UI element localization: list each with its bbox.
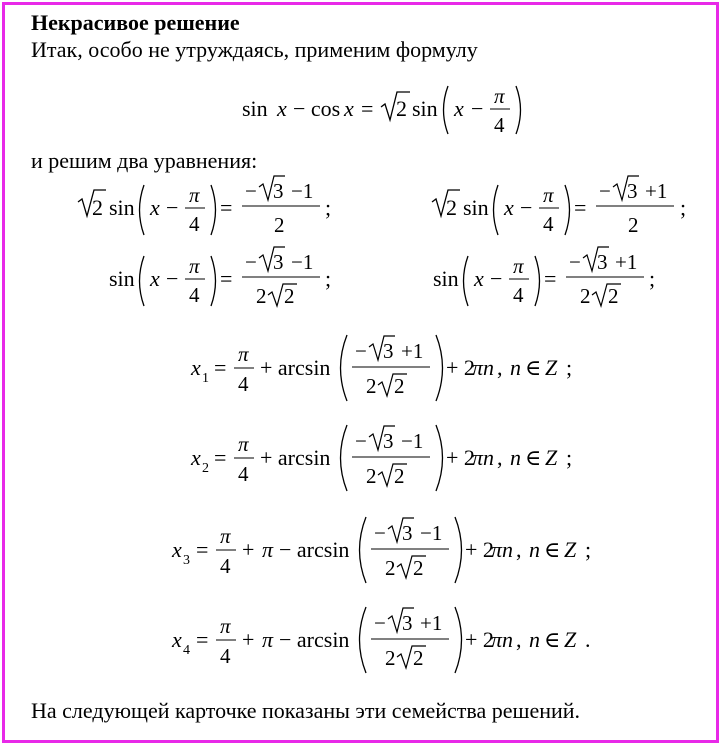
svg-text:x: x bbox=[150, 195, 160, 220]
svg-text:π: π bbox=[238, 432, 249, 456]
solution-x1 bbox=[190, 335, 572, 401]
svg-text:sin: sin bbox=[242, 96, 268, 121]
main-formula bbox=[242, 84, 521, 137]
svg-text:πn: πn bbox=[472, 445, 495, 470]
svg-text:n: n bbox=[529, 537, 540, 562]
svg-text:π: π bbox=[543, 183, 554, 207]
svg-text:4: 4 bbox=[238, 372, 249, 396]
svg-text:;: ; bbox=[566, 445, 573, 470]
solution-x3 bbox=[171, 517, 591, 583]
svg-text:sin: sin bbox=[109, 266, 135, 291]
svg-text:x: x bbox=[454, 96, 464, 121]
svg-text:2: 2 bbox=[202, 461, 209, 476]
svg-text:π: π bbox=[262, 537, 274, 562]
svg-text:=: = bbox=[196, 537, 209, 562]
svg-text:x: x bbox=[277, 96, 287, 121]
solution-x2 bbox=[190, 425, 572, 491]
svg-text:Z: Z bbox=[564, 537, 577, 562]
svg-text:π: π bbox=[189, 254, 200, 278]
svg-text:−: − bbox=[471, 96, 484, 121]
svg-text:=: = bbox=[361, 96, 374, 121]
svg-text:− arcsin: − arcsin bbox=[279, 537, 350, 562]
svg-text:− cos: − cos bbox=[293, 96, 341, 121]
svg-text:4: 4 bbox=[220, 554, 231, 578]
svg-text:πn: πn bbox=[472, 355, 495, 380]
svg-text:π: π bbox=[513, 254, 524, 278]
svg-text:2: 2 bbox=[413, 646, 424, 670]
equation-b2 bbox=[433, 247, 655, 308]
svg-text:π: π bbox=[220, 524, 231, 548]
svg-text:+: + bbox=[242, 627, 255, 652]
svg-text:−: − bbox=[374, 521, 386, 545]
svg-text:Z: Z bbox=[545, 355, 558, 380]
svg-text:sin: sin bbox=[109, 195, 135, 220]
svg-text:+ 2: + 2 bbox=[446, 445, 475, 470]
svg-text:2: 2 bbox=[413, 556, 424, 580]
svg-text:;: ; bbox=[585, 537, 592, 562]
svg-text:3: 3 bbox=[183, 553, 190, 568]
svg-text:−: − bbox=[374, 611, 386, 635]
svg-text:2: 2 bbox=[366, 464, 377, 488]
svg-text:4: 4 bbox=[220, 644, 231, 668]
closing-text: На следующей карточке показаны эти семейства решений. bbox=[31, 698, 581, 723]
svg-text:∈: ∈ bbox=[525, 355, 542, 380]
svg-text:+1: +1 bbox=[401, 339, 424, 363]
equation-a1 bbox=[78, 176, 331, 237]
svg-text:π: π bbox=[494, 84, 505, 108]
svg-text:;: ; bbox=[649, 266, 656, 291]
svg-text:=: = bbox=[220, 195, 233, 220]
equations-intro-text: и решим два уравнения: bbox=[31, 148, 258, 173]
svg-text:−: − bbox=[599, 179, 611, 203]
svg-text:2: 2 bbox=[628, 213, 639, 237]
svg-text:+1: +1 bbox=[420, 611, 443, 635]
svg-text:∈: ∈ bbox=[525, 445, 542, 470]
svg-text:x: x bbox=[474, 266, 484, 291]
svg-text:3: 3 bbox=[383, 339, 394, 363]
svg-text:+ 2: + 2 bbox=[446, 355, 475, 380]
svg-text:x: x bbox=[172, 627, 182, 652]
svg-text:2: 2 bbox=[580, 284, 591, 308]
svg-text:πn: πn bbox=[491, 627, 514, 652]
svg-text:2: 2 bbox=[366, 374, 377, 398]
svg-text:2: 2 bbox=[284, 284, 295, 308]
svg-text:4: 4 bbox=[183, 643, 190, 658]
svg-text:2: 2 bbox=[385, 556, 396, 580]
svg-text:+ arcsin: + arcsin bbox=[260, 355, 331, 380]
svg-text:+: + bbox=[242, 537, 255, 562]
svg-text:=: = bbox=[544, 266, 557, 291]
svg-text:3: 3 bbox=[402, 521, 413, 545]
svg-text:π: π bbox=[189, 183, 200, 207]
card-heading: Некрасивое решение bbox=[31, 10, 240, 35]
svg-text:− arcsin: − arcsin bbox=[279, 627, 350, 652]
svg-text:2: 2 bbox=[274, 213, 285, 237]
svg-text:−: − bbox=[166, 266, 179, 291]
svg-text:2: 2 bbox=[396, 96, 407, 121]
svg-text:π: π bbox=[262, 627, 274, 652]
svg-text:,: , bbox=[497, 355, 503, 380]
svg-text:x: x bbox=[191, 355, 201, 380]
svg-text:=: = bbox=[574, 195, 587, 220]
svg-text:1: 1 bbox=[202, 371, 209, 386]
svg-text:=: = bbox=[214, 355, 227, 380]
solution-x4 bbox=[171, 607, 591, 673]
svg-text:4: 4 bbox=[543, 212, 554, 236]
svg-text:,: , bbox=[516, 537, 522, 562]
equation-b1 bbox=[432, 176, 686, 237]
svg-text:;: ; bbox=[325, 195, 332, 220]
svg-text:sin: sin bbox=[433, 266, 459, 291]
svg-text:2: 2 bbox=[394, 464, 405, 488]
svg-text:x: x bbox=[150, 266, 160, 291]
svg-text:+ 2: + 2 bbox=[465, 627, 494, 652]
svg-text:sin: sin bbox=[463, 195, 489, 220]
svg-text:x: x bbox=[504, 195, 514, 220]
svg-text:3: 3 bbox=[273, 250, 284, 274]
svg-text:;: ; bbox=[566, 355, 573, 380]
svg-text:4: 4 bbox=[513, 283, 524, 307]
svg-text:∈: ∈ bbox=[544, 627, 561, 652]
svg-text:=: = bbox=[196, 627, 209, 652]
svg-text:2: 2 bbox=[446, 195, 457, 220]
svg-text:;: ; bbox=[680, 195, 687, 220]
svg-text:3: 3 bbox=[383, 429, 394, 453]
svg-text:2: 2 bbox=[385, 646, 396, 670]
svg-text:+ arcsin: + arcsin bbox=[260, 445, 331, 470]
svg-text:−: − bbox=[245, 179, 257, 203]
svg-text:−: − bbox=[355, 429, 367, 453]
svg-text:4: 4 bbox=[189, 212, 200, 236]
svg-text:∈: ∈ bbox=[544, 537, 561, 562]
intro-text: Итак, особо не утруждаясь, применим формулу bbox=[31, 37, 478, 62]
svg-text:;: ; bbox=[325, 266, 332, 291]
svg-text:+1: +1 bbox=[615, 250, 638, 274]
svg-text:−1: −1 bbox=[420, 521, 443, 545]
svg-text:n: n bbox=[510, 355, 521, 380]
svg-text:n: n bbox=[529, 627, 540, 652]
svg-text:2: 2 bbox=[394, 374, 405, 398]
svg-text:π: π bbox=[238, 342, 249, 366]
svg-text:4: 4 bbox=[494, 113, 505, 137]
svg-text:2: 2 bbox=[92, 195, 103, 220]
svg-text:−: − bbox=[569, 250, 581, 274]
svg-text:=: = bbox=[220, 266, 233, 291]
svg-text:x: x bbox=[344, 96, 354, 121]
svg-text:n: n bbox=[510, 445, 521, 470]
svg-text:−: − bbox=[355, 339, 367, 363]
svg-text:.: . bbox=[585, 627, 591, 652]
svg-text:4: 4 bbox=[189, 283, 200, 307]
svg-text:,: , bbox=[516, 627, 522, 652]
svg-text:x: x bbox=[191, 445, 201, 470]
svg-text:−1: −1 bbox=[401, 429, 424, 453]
svg-text:3: 3 bbox=[627, 179, 638, 203]
svg-text:Z: Z bbox=[545, 445, 558, 470]
svg-text:πn: πn bbox=[491, 537, 514, 562]
equation-a2 bbox=[109, 247, 331, 308]
svg-text:+1: +1 bbox=[645, 179, 668, 203]
svg-text:4: 4 bbox=[238, 462, 249, 486]
svg-text:−1: −1 bbox=[291, 250, 314, 274]
svg-text:3: 3 bbox=[273, 179, 284, 203]
svg-text:x: x bbox=[172, 537, 182, 562]
svg-text:−: − bbox=[520, 195, 533, 220]
svg-text:−: − bbox=[490, 266, 503, 291]
svg-text:Z: Z bbox=[564, 627, 577, 652]
sqrt-symbol bbox=[381, 92, 410, 121]
svg-text:−: − bbox=[245, 250, 257, 274]
svg-text:,: , bbox=[497, 445, 503, 470]
svg-text:2: 2 bbox=[256, 284, 267, 308]
svg-text:−1: −1 bbox=[291, 179, 314, 203]
svg-text:3: 3 bbox=[597, 250, 608, 274]
svg-text:2: 2 bbox=[608, 284, 619, 308]
svg-text:=: = bbox=[214, 445, 227, 470]
svg-text:−: − bbox=[166, 195, 179, 220]
svg-text:3: 3 bbox=[402, 611, 413, 635]
svg-text:+ 2: + 2 bbox=[465, 537, 494, 562]
svg-text:π: π bbox=[220, 614, 231, 638]
svg-text:sin: sin bbox=[412, 96, 438, 121]
